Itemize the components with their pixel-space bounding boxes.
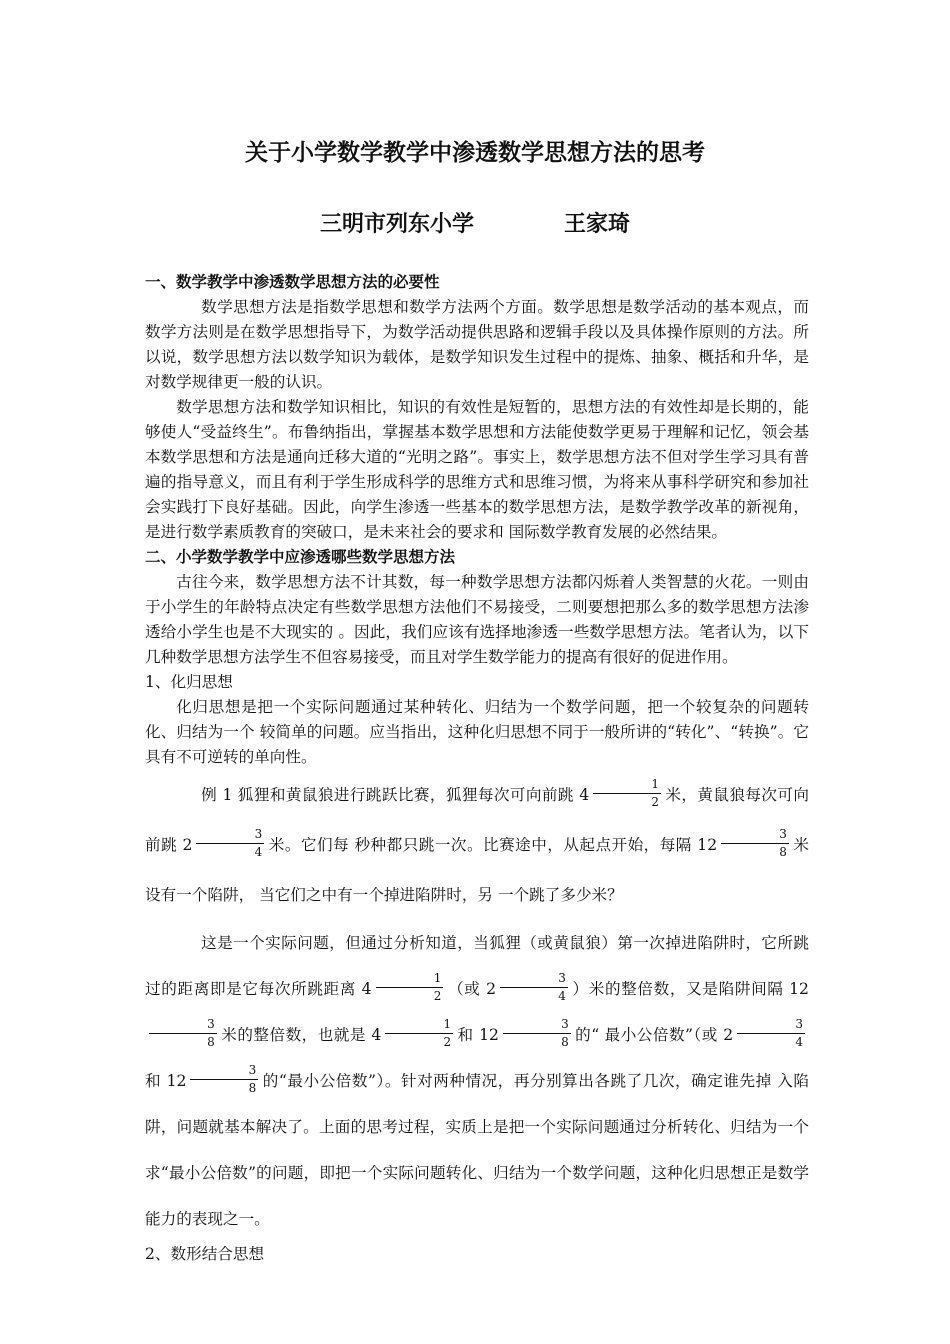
fraction: $\frac{3}{8}$: [721, 826, 789, 861]
author-line: [0, 207, 950, 238]
section-heading-1: 一、数学教学中渗透数学思想方法的必要性: [145, 273, 440, 291]
paragraph: 化归思想是把一个实际问题通过某种转化、归结为一个数学问题，把一个较复杂的问题转化、归结为一个 较简单的问题。应当指出，这种化归思想不同于一般所讲的“转化”、“转换”。它具有不可逆转的单向性。: [145, 698, 809, 766]
fraction: $\frac{3}{8}$: [149, 1016, 217, 1051]
fraction: $\frac{3}{8}$: [503, 1016, 571, 1051]
section-heading-2: 二、小学数学教学中应渗透哪些数学思想方法: [145, 548, 456, 566]
fraction: $\frac{3}{4}$: [196, 826, 264, 861]
analysis-paragraph: 这是一个实际问题，但通过分析知道，当狐狸（或黄鼠狼）第一次掉进陷阱时，它所跳过的距离即是它每次所跳距离 4 $\frac{1}{2}$ （或 2 $\frac{3}{4}$ ）米的整倍数，又是陷阱间隔 12 $\frac{3}{8}$ 米的整倍数，也就是 4 $\frac{1}{2}$ 和 12 $\frac{3}{8}$ 的“ 最小公倍数”（或 2 $\frac{3}{4}$ 和 12 $\frac{3}{8}$ 的“最小公倍数”）。针对两种情况，再分别算出各跳了几次，确定谁先掉 入陷阱，问题就基本解决了。上面的思考过程，实质上是把一个实际问题通过分析转化、归结为一个求“最小公倍数”的问题，即把一个实际问题转化、归结为一个数学问题，这种化归思想正是数学能力的表现之一。: [145, 934, 809, 1228]
fraction: $\frac{1}{2}$: [376, 970, 444, 1005]
fraction: $\frac{3}{4}$: [500, 970, 568, 1005]
fraction: $\frac{3}{8}$: [190, 1062, 258, 1097]
author-name: 王家琦: [564, 212, 631, 237]
document-body: [145, 270, 809, 1267]
paragraph: 数学思想方法和数学知识相比，知识的有效性是短暂的，思想方法的有效性却是长期的，能够使人“受益终生”。布鲁纳指出，掌握基本数学思想和方法能使数学更易于理解和记忆，领会基本数学思想和方法是通向迁移大道的“光明之路”。事实上，数学思想方法不但对学生学习具有普遍的指导意义，而且有利于学生形成科学的思维方式和思维习惯，为将来从事科学研究和参加社会实践打下良好基础。因此，向学生渗透一些基本的数学思想方法，是数学教学改革的新视角，是进行数学素质教育的突破口，是未来社会的要求和 国际数学教育发展的必然结果。: [145, 398, 809, 541]
fraction: $\frac{3}{4}$: [737, 1016, 805, 1051]
author-school: 三明市列东小学: [319, 212, 474, 237]
paragraph: 数学思想方法是指数学思想和数学方法两个方面。数学思想是数学活动的基本观点，而数学方法则是在数学思想指导下，为数学活动提供思路和逻辑手段以及具体操作原则的方法。所以说，数学思想方法以数学知识为载体，是数学知识发生过程中的提炼、抽象、概括和升华，是对数学规律更一般的认识。: [145, 298, 809, 391]
example-paragraph: 例 1 狐狸和黄鼠狼进行跳跃比赛，狐狸每次可向前跳 4 $\frac{1}{2}$ 米，黄鼠狼每次可向前跳 2 $\frac{3}{4}$ 米。它们每 秒种都只跳一次。比赛途中，从起点开始，每隔 12 $\frac{3}{8}$ 米设有一个陷阱， 当它们之中有一个掉进陷阱时，另 一个跳了多少米？: [145, 776, 809, 904]
subsection-heading-2: 2、数形结合思想: [145, 1245, 265, 1263]
fraction: $\frac{1}{2}$: [593, 776, 661, 811]
fraction: $\frac{1}{2}$: [385, 1016, 453, 1051]
subsection-heading-1: 1、化归思想: [145, 673, 233, 691]
document-title: 关于小学数学教学中渗透数学思想方法的思考: [245, 140, 705, 166]
paragraph: 古往今来，数学思想方法不计其数，每一种数学思想方法都闪烁着人类智慧的火花。一则由于小学生的年龄特点决定有些数学思想方法他们不易接受，二则要想把那么多的数学思想方法渗透给小学生也是不大现实的 。因此，我们应该有选择地渗透一些数学思想方法。笔者认为，以下几种数学思想方法学生不但容易接受，而且对学生数学能力的提高有很好的促进作用。: [145, 573, 809, 666]
